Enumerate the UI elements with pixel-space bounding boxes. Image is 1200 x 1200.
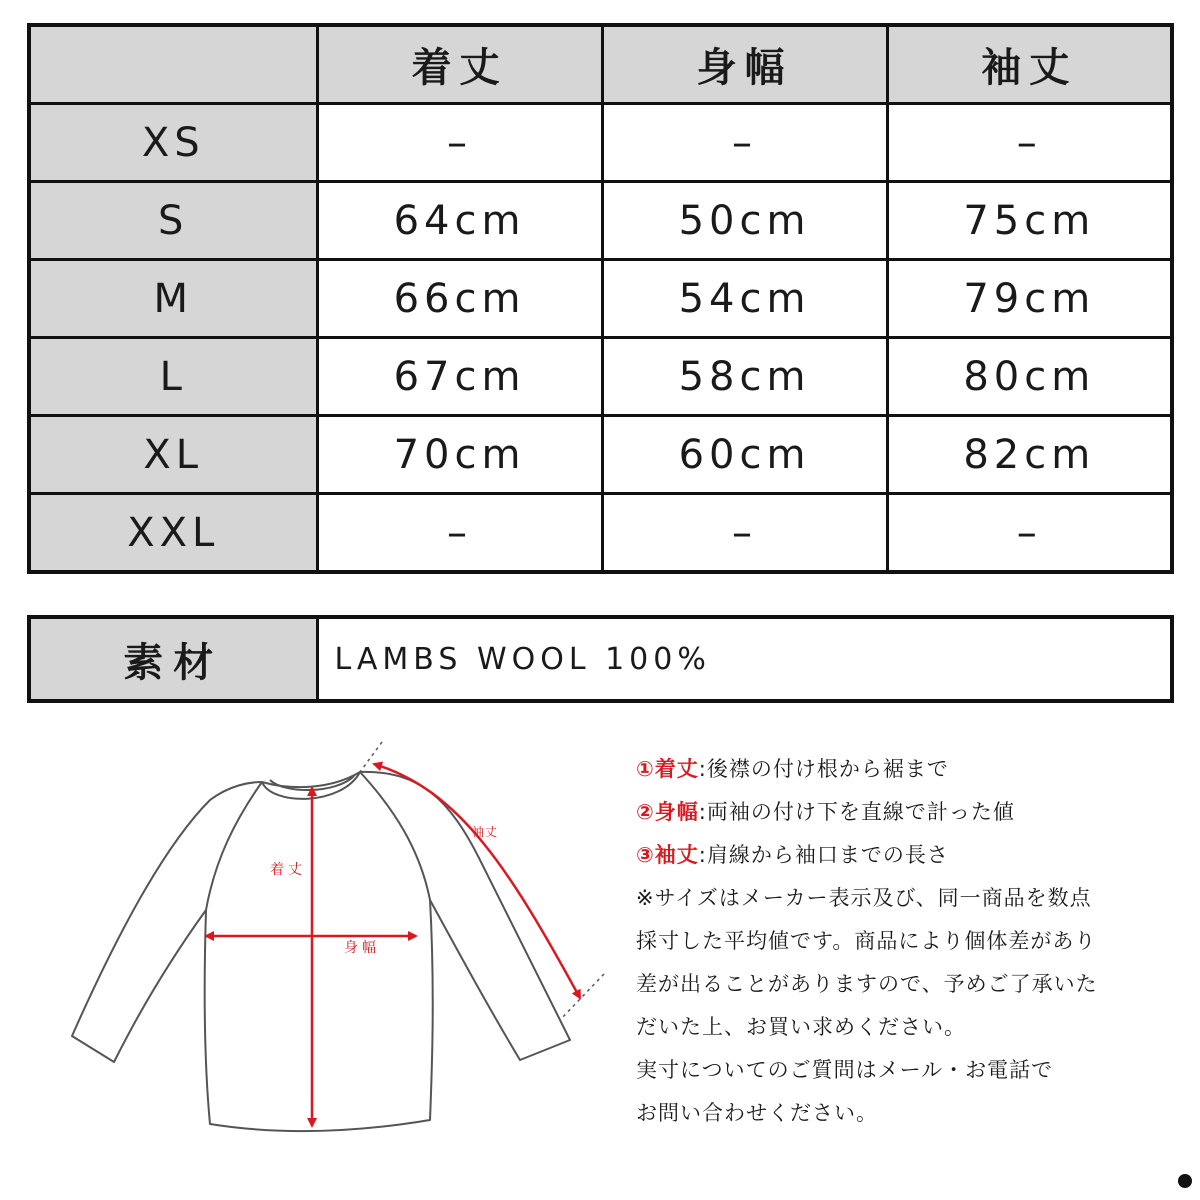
sleeve-cell: – (887, 104, 1172, 182)
table-row (29, 182, 1172, 260)
table-row (29, 104, 1172, 182)
sleeve-cell: 79cm (887, 260, 1172, 338)
note-marker: ③袖丈 (636, 843, 699, 867)
note-text: :肩線から袖口までの長さ (698, 843, 949, 867)
measurement-notes (636, 748, 1176, 1135)
sleeve-cell: – (887, 494, 1172, 573)
width-cell: – (602, 494, 887, 573)
corner-dot (1178, 1174, 1192, 1188)
material-row (29, 617, 1172, 701)
width-cell: 50cm (602, 182, 887, 260)
disclaimer-line: 差が出ることがありますので、予めご了承いた (636, 972, 1098, 996)
length-cell: – (317, 104, 602, 182)
table-row (29, 494, 1172, 573)
header-length: 着丈 (317, 25, 602, 104)
note-item (636, 791, 1176, 834)
note-item (636, 834, 1176, 877)
sleeve-arrow (374, 764, 580, 998)
size-label: XL (29, 416, 317, 494)
length-cell: 64cm (317, 182, 602, 260)
sleeve-label: 袖丈 (472, 825, 499, 839)
garment-measurement-diagram (60, 740, 620, 1160)
length-cell: 66cm (317, 260, 602, 338)
guide-lines (360, 742, 604, 1020)
width-cell: 54cm (602, 260, 887, 338)
size-label: S (29, 182, 317, 260)
sleeve-cell: 75cm (887, 182, 1172, 260)
width-cell: 60cm (602, 416, 887, 494)
sleeve-cell: 80cm (887, 338, 1172, 416)
length-label: 着丈 (270, 862, 306, 878)
material-value: LAMBS WOOL 100% (317, 617, 1172, 701)
measure-arrows (206, 764, 580, 1126)
size-label: L (29, 338, 317, 416)
disclaimer-line: ※サイズはメーカー表示及び、同一商品を数点 (636, 886, 1092, 910)
material-label: 素材 (29, 617, 317, 701)
header-corner-cell (29, 25, 317, 104)
table-row (29, 416, 1172, 494)
table-row (29, 338, 1172, 416)
size-label: XXL (29, 494, 317, 573)
width-label: 身幅 (344, 940, 380, 956)
sleeve-cell: 82cm (887, 416, 1172, 494)
length-cell: 67cm (317, 338, 602, 416)
size-label: XS (29, 104, 317, 182)
note-item (636, 748, 1176, 791)
table-row (29, 260, 1172, 338)
width-cell: – (602, 104, 887, 182)
length-cell: 70cm (317, 416, 602, 494)
header-sleeve: 袖丈 (887, 25, 1172, 104)
size-label: M (29, 260, 317, 338)
length-cell: – (317, 494, 602, 573)
note-marker: ①着丈 (636, 757, 699, 781)
note-marker: ②身幅 (636, 800, 699, 824)
disclaimer-line: 実寸についてのご質問はメール・お電話で (636, 1058, 1054, 1082)
note-text: :後襟の付け根から裾まで (698, 757, 949, 781)
size-table-header-row (29, 25, 1172, 104)
disclaimer-line: 採寸した平均値です。商品により個体差があり (636, 929, 1097, 953)
disclaimer-line: お問い合わせください。 (636, 1101, 878, 1125)
disclaimer-line: だいた上、お買い求めください。 (636, 1015, 966, 1039)
size-table (27, 23, 1174, 574)
material-table (27, 615, 1174, 703)
width-cell: 58cm (602, 338, 887, 416)
note-text: :両袖の付け下を直線で計った値 (698, 800, 1015, 824)
header-width: 身幅 (602, 25, 887, 104)
